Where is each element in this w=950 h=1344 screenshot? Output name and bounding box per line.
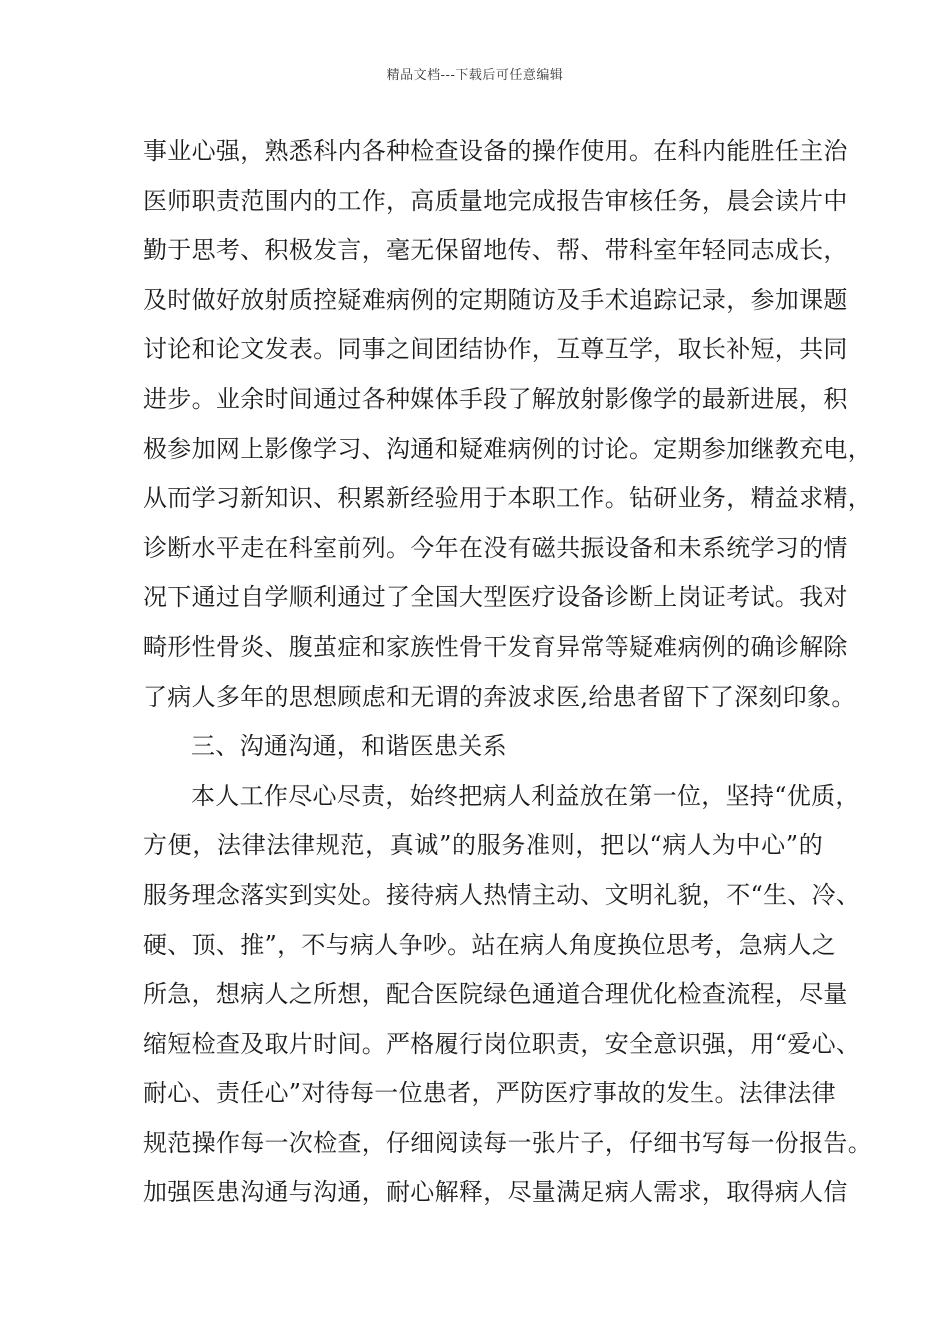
text-line: 诊断水平走在科室前列。今年在没有磁共振设备和未系统学习的情: [143, 533, 848, 562]
text-line: 所急，想病人之所想，配合医院绿色通道合理优化检查流程，尽量: [143, 980, 848, 1009]
page-header: 精品文档---下载后可任意编辑: [386, 68, 564, 83]
document-body: [143, 127, 872, 1218]
text-line: 缩短检查及取片时间。严格履行岗位职责，安全意识强，用“爱心、: [143, 1029, 861, 1058]
text-line: 规范操作每一次检查，仔细阅读每一张片子，仔细书写每一份报告。: [143, 1128, 872, 1157]
text-line: 畸形性骨炎、腹茧症和家族性骨干发育异常等疑难病例的确诊解除: [143, 632, 848, 661]
text-line: 进步。业余时间通过各种媒体手段了解放射影像学的最新进展，积: [143, 384, 848, 413]
text-line: 方便，法律法律规范，真诚”的服务准则，把以“病人为中心”的: [143, 831, 823, 860]
text-line: 耐心、责任心”对待每一位患者，严防医疗事故的发生。法律法律: [143, 1079, 836, 1108]
text-line: 况下通过自学顺利通过了全国大型医疗设备诊断上岗证考试。我对: [143, 583, 848, 612]
text-line: 了病人多年的思想顾虑和无谓的奔波求医,给患者留下了深刻印象。: [143, 682, 856, 711]
text-line: 服务理念落实到实处。接待病人热情主动、文明礼貌，不“生、冷、: [143, 880, 861, 909]
text-line: 医师职责范围内的工作，高质量地完成报告审核任务，晨会读片中: [143, 186, 848, 215]
text-line: 加强医患沟通与沟通，耐心解释，尽量满足病人需求，取得病人信: [143, 1178, 848, 1207]
text-line: 从而学习新知识、积累新经验用于本职工作。钻研业务，精益求精，: [143, 484, 872, 513]
text-line: 及时做好放射质控疑难病例的定期随访及手术追踪记录，参加课题: [143, 285, 848, 314]
text-line: 事业心强，熟悉科内各种检查设备的操作使用。在科内能胜任主治: [143, 137, 848, 165]
text-line: 极参加网上影像学习、沟通和疑难病例的讨论。定期参加继教充电，: [143, 434, 872, 463]
text-line: 硬、顶、推”，不与病人争吵。站在病人角度换位思考，急病人之: [143, 930, 836, 959]
section-heading: 三、沟通沟通，和谐医患关系: [191, 732, 507, 761]
text-line: 讨论和论文发表。同事之间团结协作，互尊互学，取长补短，共同: [143, 335, 848, 364]
paragraph-first-line: 本人工作尽心尽责，始终把病人利益放在第一位，坚持“优质，: [191, 781, 860, 810]
text-line: 勤于思考、积极发言，毫无保留地传、帮、带科室年轻同志成长，: [143, 236, 848, 265]
